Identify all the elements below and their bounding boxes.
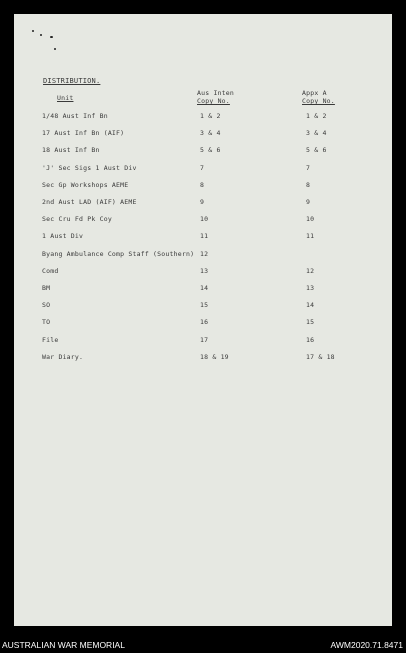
- distribution-row-unit: Byang Ambulance Comp Staff (Southern): [42, 249, 195, 258]
- footer-bar: [0, 638, 406, 653]
- distribution-row-copy1: 1 & 2: [200, 112, 221, 120]
- distribution-row-unit: 17 Aust Inf Bn (AIF): [42, 129, 125, 138]
- copy2-column-header-line2: Copy No.: [302, 97, 335, 105]
- ink-speck: [32, 30, 34, 32]
- distribution-row-unit: BM: [42, 284, 51, 292]
- footer-institution: AUSTRALIAN WAR MEMORIAL: [2, 640, 125, 650]
- distribution-row-copy2: 16: [306, 335, 315, 344]
- ink-speck: [54, 48, 56, 50]
- distribution-row-copy1: 15: [200, 301, 209, 310]
- distribution-row-copy1: 17: [200, 335, 209, 344]
- footer-accession-number: AWM2020.71.8471: [330, 640, 403, 650]
- distribution-row-copy2: 11: [306, 232, 315, 241]
- ink-speck: [40, 34, 42, 36]
- distribution-row-copy1: 11: [200, 232, 209, 241]
- distribution-row-unit: Sec Cru Fd Pk Coy: [42, 215, 112, 224]
- distribution-row-copy1: 3 & 4: [200, 129, 221, 138]
- distribution-row-unit: 18 Aust Inf Bn: [42, 146, 100, 155]
- distribution-row-copy2: 17 & 18: [306, 352, 335, 361]
- distribution-row-unit: Sec Gp Workshops AEME: [42, 180, 129, 189]
- distribution-row-copy1: 16: [200, 318, 209, 327]
- distribution-row-unit: TO: [42, 318, 51, 327]
- distribution-row-unit: 1/48 Aust Inf Bn: [42, 112, 108, 120]
- distribution-row-unit: File: [42, 335, 59, 344]
- distribution-row-copy1: 13: [200, 266, 209, 275]
- ink-speck: [50, 36, 53, 38]
- copy2-column-header-line1: Appx A: [302, 89, 327, 97]
- distribution-row-copy1: 14: [200, 284, 209, 292]
- distribution-row-copy2: 1 & 2: [306, 112, 327, 120]
- copy1-column-header-line2: Copy No.: [197, 97, 230, 105]
- distribution-row-copy1: 12: [200, 249, 209, 258]
- distribution-row-unit: War Diary.: [42, 352, 84, 361]
- distribution-row-copy1: 9: [200, 198, 205, 206]
- distribution-row-unit: 'J' Sec Sigs 1 Aust Div: [42, 163, 137, 172]
- distribution-row-unit: Comd: [42, 266, 59, 275]
- distribution-row-copy2: 12: [306, 266, 315, 275]
- distribution-row-copy2: 3 & 4: [306, 129, 327, 138]
- distribution-row-copy1: 5 & 6: [200, 146, 221, 155]
- distribution-row-unit: SO: [42, 301, 51, 310]
- distribution-row-copy2: 10: [306, 215, 315, 224]
- distribution-row-copy2: 7: [306, 163, 311, 172]
- distribution-row-copy1: 7: [200, 163, 205, 172]
- distribution-row-copy1: 18 & 19: [200, 352, 229, 361]
- unit-column-header: Unit: [57, 94, 74, 102]
- document-page: [14, 14, 392, 626]
- distribution-row-unit: 2nd Aust LAD (AIF) AEME: [42, 198, 137, 206]
- distribution-row-copy2: 14: [306, 301, 315, 310]
- copy1-column-header-line1: Aus Inten: [197, 89, 235, 97]
- distribution-row-copy2: 8: [306, 180, 311, 189]
- distribution-heading: DISTRIBUTION.: [43, 77, 101, 85]
- distribution-row-copy1: 8: [200, 180, 205, 189]
- distribution-row-copy2: 15: [306, 318, 315, 327]
- distribution-row-copy2: 9: [306, 198, 311, 206]
- distribution-row-copy2: 13: [306, 284, 315, 292]
- distribution-row-unit: 1 Aust Div: [42, 232, 84, 241]
- distribution-row-copy1: 10: [200, 215, 209, 224]
- distribution-row-copy2: 5 & 6: [306, 146, 327, 155]
